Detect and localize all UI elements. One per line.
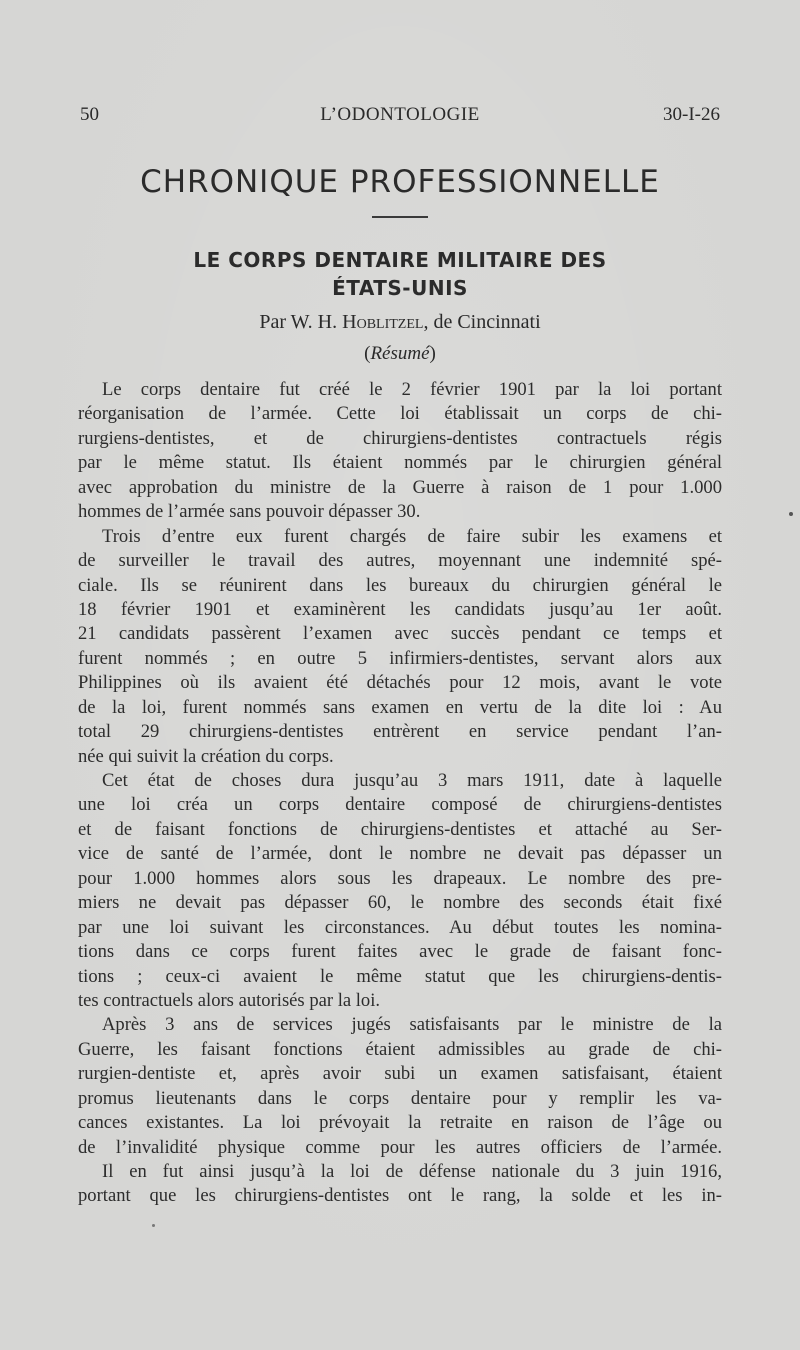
- text-line: promus lieutenants dans le corps dentaire pour y remplir les va-: [78, 1087, 722, 1109]
- text-line: réorganisation de l’armée. Cette loi établissait un corps de chi-: [78, 403, 722, 425]
- byline-prefix: Par W. H.: [259, 311, 338, 333]
- text-line: de surveiller le travail des autres, moyennant une indemnité spé-: [78, 550, 722, 572]
- journal-title: L’ODONTOLOGIE: [320, 104, 480, 125]
- text-line: Après 3 ans de services jugés satisfaisants par le ministre de la: [102, 1014, 722, 1036]
- text-line: Le corps dentaire fut créé le 2 février 1901 par la loi portant: [102, 379, 722, 400]
- text-line: total 29 chirurgiens-dentistes entrèrent en service pendant l’an-: [78, 721, 722, 743]
- text-line: rurgien-dentiste et, après avoir subi un examen satisfaisant, étaient: [78, 1063, 722, 1085]
- text-line: cances existantes. La loi prévoyait la retraite en raison de l’âge ou: [78, 1112, 722, 1134]
- text-line: avec approbation du ministre de la Guerre à raison de 1 pour 1.000: [78, 476, 722, 498]
- text-line: ciale. Ils se réunirent dans les bureaux du chirurgien général le: [78, 574, 722, 596]
- text-line: de la loi, furent nommés sans examen en vertu de la dite loi : Au: [78, 696, 722, 718]
- paper-speck: [152, 1224, 155, 1227]
- page-number: 50: [80, 104, 99, 125]
- byline: [80, 311, 720, 334]
- text-line: vice de santé de l’armée, dont le nombre ne devait pas dépasser un: [78, 843, 722, 865]
- text-line: Cet état de choses dura jusqu’au 3 mars 1911, date à laquelle: [102, 770, 722, 791]
- text-line: Trois d’entre eux furent chargés de faire subir les examens et: [102, 525, 722, 547]
- text-line: miers ne devait pas dépasser 60, le nombre des seconds était fixé: [78, 892, 722, 914]
- text-line: et de faisant fonctions de chirurgiens-dentistes et attaché au Ser-: [78, 818, 722, 840]
- title-rule: [372, 216, 428, 218]
- article-title-line-1: LE CORPS DENTAIRE MILITAIRE DES: [193, 248, 607, 272]
- text-line: par une loi suivant les circonstances. Au début toutes les nomina-: [78, 916, 722, 938]
- text-line: 18 février 1901 et examinèrent les candidats jusqu’au 1er août.: [78, 598, 722, 620]
- paper-speck: [789, 512, 793, 516]
- running-head: [80, 104, 720, 128]
- text-line: rurgiens-dentistes, et de chirurgiens-dentistes contractuels régis: [78, 427, 722, 449]
- text-line: Il en fut ainsi jusqu’à la loi de défense nationale du 3 juin 1916,: [102, 1161, 722, 1182]
- text-line: 21 candidats passèrent l’examen avec succès pendant ce temps et: [78, 623, 722, 645]
- text-line: tions ; ceux-ci avaient le même statut que les chirurgiens-dentis-: [78, 965, 722, 987]
- article-title: [90, 246, 710, 302]
- text-line: de l’invalidité physique comme pour les autres officiers de l’armée.: [78, 1136, 722, 1158]
- byline-author: Hoblitzel: [342, 311, 424, 333]
- text-line: une loi créa un corps dentaire composé de chirurgiens-dentistes: [78, 794, 722, 816]
- text-line: tions dans ce corps furent faites avec le grade de faisant fonc-: [78, 941, 722, 963]
- section-title: CHRONIQUE PROFESSIONNELLE: [140, 164, 660, 200]
- article-body: [78, 378, 722, 1209]
- text-line: tes contractuels alors autorisés par la loi.: [78, 989, 381, 1011]
- text-line: pour 1.000 hommes alors sous les drapeaux. Le nombre des pre-: [78, 867, 722, 889]
- text-line: par le même statut. Ils étaient nommés par le chirurgien général: [78, 452, 722, 474]
- text-line: Guerre, les faisant fonctions étaient admissibles au grade de chi-: [78, 1038, 722, 1060]
- text-line: née qui suivit la création du corps.: [78, 745, 334, 767]
- text-line: furent nommés ; en outre 5 infirmiers-dentistes, servant alors aux: [78, 647, 722, 669]
- resume-label: Résumé: [370, 343, 430, 364]
- text-line: Philippines où ils avaient été détachés pour 12 mois, avant le vote: [78, 672, 722, 694]
- text-line: portant que les chirurgiens-dentistes ont le rang, la solde et les in-: [78, 1185, 722, 1207]
- byline-suffix: , de Cincinnati: [423, 311, 541, 333]
- issue-date: 30-I-26: [663, 104, 720, 125]
- text-line: hommes de l’armée sans pouvoir dépasser 30.: [78, 501, 421, 523]
- article-title-line-2: ÉTATS-UNIS: [332, 276, 468, 300]
- resume-note: (Résumé): [364, 343, 436, 364]
